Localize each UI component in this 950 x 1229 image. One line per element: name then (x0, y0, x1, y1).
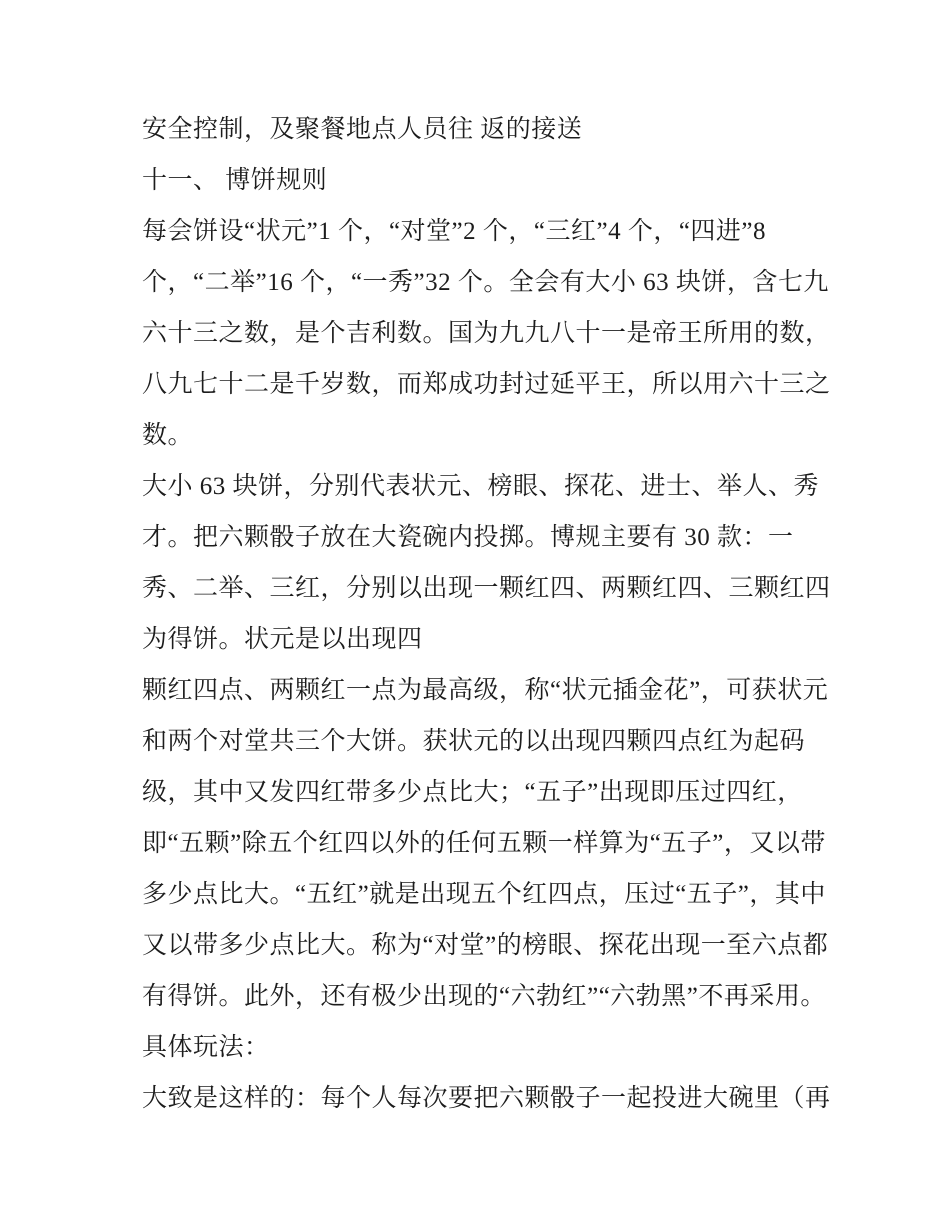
paragraph-line: 秀、二举、三红，分别以出现一颗红四、两颗红四、三颗红四 (142, 575, 831, 602)
paragraph-line: 为得饼。状元是以出现四 (142, 626, 423, 653)
paragraph-line: 级，其中又发四红带多少点比大；“五子”出现即压过四红， (142, 779, 803, 806)
paragraph-line: 数。 (142, 422, 194, 449)
paragraph-line: 大小 63 块饼，分别代表状元、榜眼、探花、进士、举人、秀 (142, 473, 820, 500)
paragraph-line: 个，“二举”16 个，“一秀”32 个。全会有大小 63 块饼，含七九 (142, 269, 829, 296)
paragraph-line: 颗红四点、两颗红一点为最高级，称“状元插金花”，可获状元 (142, 677, 829, 704)
paragraph-line: 即“五颗”除五个红四以外的任何五颗一样算为“五子”，又以带 (142, 830, 826, 857)
text-block (142, 104, 842, 1124)
paragraph-line: 六十三之数，是个吉利数。国为九九八十一是帝王所用的数， (142, 320, 831, 347)
paragraph-line: 安全控制，及聚餐地点人员往 返的接送 (142, 116, 583, 143)
paragraph-line: 有得饼。此外，还有极少出现的“六勃红”“六勃黑”不再采用。 (142, 983, 826, 1010)
paragraph-line: 才。把六颗骰子放在大瓷碗内投掷。博规主要有 30 款：一 (142, 524, 794, 551)
paragraph-line: 多少点比大。“五红”就是出现五个红四点，压过“五子”，其中 (142, 881, 826, 908)
paragraph-line: 每会饼设“状元”1 个，“对堂”2 个，“三红”4 个，“四进”8 (142, 218, 767, 245)
section-heading: 十一、 博饼规则 (142, 167, 328, 194)
paragraph-line: 八九七十二是千岁数，而郑成功封过延平王，所以用六十三之 (142, 371, 831, 398)
paragraph-line: 又以带多少点比大。称为“对堂”的榜眼、探花出现一至六点都 (142, 932, 829, 959)
paragraph-line: 大致是这样的：每个人每次要把六颗骰子一起投进大碗里（再 (142, 1085, 831, 1112)
paragraph-line: 和两个对堂共三个大饼。获状元的以出现四颗四点红为起码 (142, 728, 806, 755)
subsection-heading: 具体玩法： (142, 1034, 270, 1061)
